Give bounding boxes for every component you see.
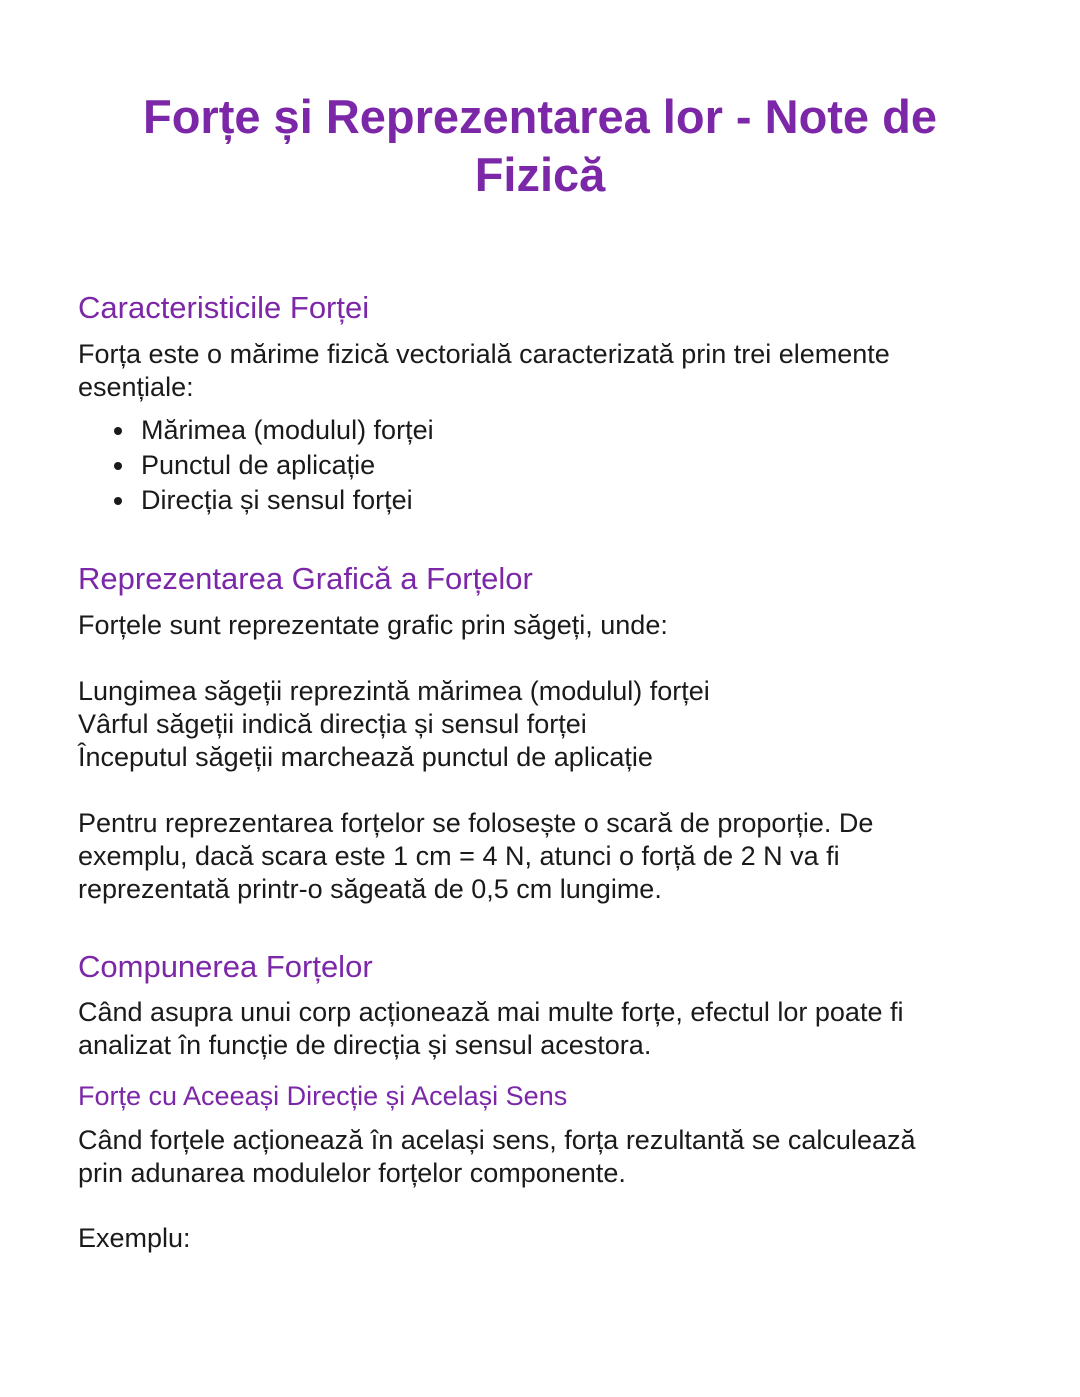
list-item-text: Mărimea (modulul) forței xyxy=(141,415,434,445)
text-line: Când asupra unui corp acționează mai multe forțe, efectul lor poate fi xyxy=(78,997,904,1027)
paragraph-reprezentare-lines xyxy=(78,675,978,774)
paragraph-compunere-intro xyxy=(78,996,978,1062)
text-line: reprezentată printr-o săgeată de 0,5 cm lungime. xyxy=(78,874,662,904)
text-line: Forțele sunt reprezentate grafic prin săgeți, unde: xyxy=(78,610,668,640)
example-label xyxy=(78,1222,978,1255)
text-line: esențiale: xyxy=(78,372,194,402)
list-item xyxy=(78,413,434,448)
list-item xyxy=(78,448,434,483)
bullet-icon xyxy=(114,462,122,470)
section-heading-compunere: Compunerea Forțelor xyxy=(78,949,373,984)
section-heading-caracteristici: Caracteristicile Forței xyxy=(78,290,370,325)
text-line: exemplu, dacă scara este 1 cm = 4 N, atunci o forță de 2 N va fi xyxy=(78,841,840,871)
subsection-heading-acelasi-sens: Forțe cu Aceeași Direcție și Același Sens xyxy=(78,1081,568,1111)
list-item-text: Direcția și sensul forței xyxy=(141,485,413,515)
paragraph-reprezentare-scale xyxy=(78,807,978,906)
list-item xyxy=(78,483,434,518)
text-line: Pentru reprezentarea forțelor se folosește o scară de proporție. De xyxy=(78,808,874,838)
text-line: Exemplu: xyxy=(78,1223,191,1253)
text-line: analizat în funcție de direcția și sensul acestora. xyxy=(78,1030,652,1060)
text-line: Lungimea săgeții reprezintă mărimea (modulul) forței xyxy=(78,676,710,706)
section-heading-reprezentare: Reprezentarea Grafică a Forțelor xyxy=(78,561,533,596)
page-title: Forțe și Reprezentarea lor - Note de Fizică xyxy=(143,90,937,201)
text-line: Când forțele acționează în același sens, forța rezultantă se calculează xyxy=(78,1125,916,1155)
bullet-icon xyxy=(114,427,122,435)
text-line: Vârful săgeții indică direcția și sensul forței xyxy=(78,709,587,739)
paragraph-acelasi-sens xyxy=(78,1124,978,1190)
bullet-list-caracteristici xyxy=(78,413,434,518)
text-line: prin adunarea modulelor forțelor componente. xyxy=(78,1158,626,1188)
bullet-icon xyxy=(114,497,122,505)
paragraph-reprezentare-intro xyxy=(78,609,978,642)
list-item-text: Punctul de aplicație xyxy=(141,450,376,480)
text-line: Forța este o mărime fizică vectorială caracterizată prin trei elemente xyxy=(78,339,890,369)
paragraph-caracteristici-intro xyxy=(78,338,978,404)
text-line: Începutul săgeții marchează punctul de aplicație xyxy=(78,742,653,772)
